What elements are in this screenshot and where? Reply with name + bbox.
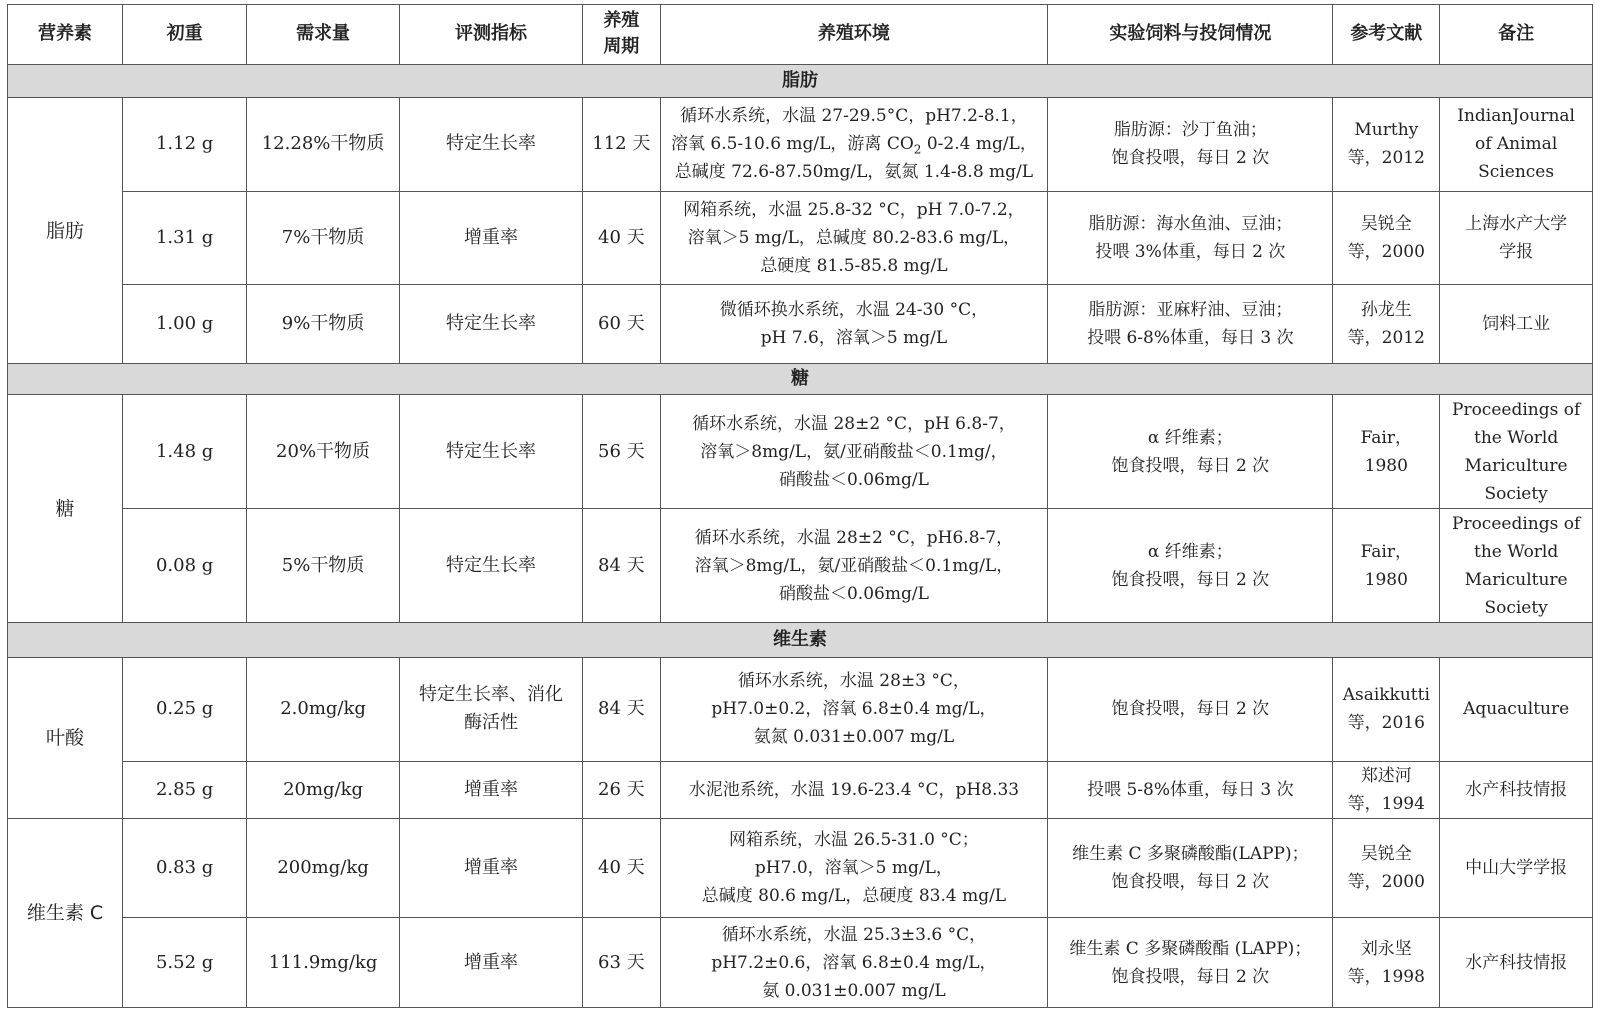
- note-cell: 饲料工业: [1440, 285, 1593, 364]
- reference-cell: [1333, 657, 1440, 761]
- table-row: [8, 97, 1593, 191]
- environment-cell: 水泥池系统，水温 19.6-23.4 °C，pH8.33: [660, 761, 1048, 819]
- header-weight: 初重: [123, 5, 247, 65]
- feed-line: 脂肪源：海水鱼油、豆油；: [1088, 214, 1293, 235]
- ref-line: 等，1998: [1347, 966, 1425, 987]
- feed-line: 维生素 C 多聚磷酸酯(LAPP)；: [1072, 844, 1309, 865]
- requirement-cell: 12.28%干物质: [247, 97, 400, 191]
- feed-line: 维生素 C 多聚磷酸酯 (LAPP)；: [1069, 938, 1312, 959]
- header-period-line2: 周期: [603, 36, 640, 58]
- env-line: pH 7.6，溶氧＞5 mg/L: [760, 328, 948, 349]
- environment-cell: [660, 191, 1048, 285]
- header-indicator: 评测指标: [399, 5, 582, 65]
- note-line: the World: [1474, 427, 1559, 448]
- note-line: Proceedings of: [1452, 513, 1581, 534]
- indicator-cell: 增重率: [399, 918, 582, 1008]
- env-line: 总硬度 81.5-85.8 mg/L: [760, 256, 948, 277]
- ref-line: 等，2000: [1347, 242, 1425, 263]
- period-cell: 40 天: [583, 191, 660, 285]
- feed-line: 投喂 3%体重，每日 2 次: [1095, 242, 1286, 263]
- indicator-line: 酶活性: [464, 712, 519, 734]
- header-requirement: 需求量: [247, 5, 400, 65]
- feed-cell: [1048, 395, 1333, 509]
- note-line: 上海水产大学: [1465, 214, 1568, 235]
- table-row: [8, 191, 1593, 285]
- env-line: 总碱度 80.6 mg/L，总硬度 83.4 mg/L: [701, 886, 1007, 907]
- table-row: [8, 657, 1593, 761]
- env-line: 循环水系统，水温 28±2 °C，pH 6.8-7，: [692, 413, 1016, 434]
- period-cell: 56 天: [583, 395, 660, 509]
- env-line: 硝酸盐＜0.06mg/L: [778, 469, 929, 490]
- environment-cell: [660, 657, 1048, 761]
- feed-line: 饱食投喂，每日 2 次: [1111, 148, 1270, 169]
- ref-line: 等，2012: [1347, 328, 1425, 349]
- env-line: 网箱系统，水温 25.8-32 °C，pH 7.0-7.2，: [683, 200, 1025, 221]
- note-line: Proceedings of: [1452, 399, 1581, 420]
- section-row-fat: [8, 64, 1593, 97]
- weight-cell: 0.83 g: [123, 819, 247, 918]
- nutrient-requirement-table: [7, 4, 1593, 1008]
- header-row: [8, 5, 1593, 65]
- ref-line: 等，2000: [1347, 872, 1425, 893]
- env-text: 溶氧 6.5-10.6 mg/L，游离 CO: [670, 134, 914, 155]
- ref-line: 等，2016: [1347, 713, 1425, 734]
- feed-line: 饱食投喂，每日 2 次: [1111, 966, 1270, 987]
- ref-line: 吴锐全: [1360, 214, 1412, 235]
- period-cell: 60 天: [583, 285, 660, 364]
- requirement-cell: 5%干物质: [247, 509, 400, 623]
- feed-line: 脂肪源：亚麻籽油、豆油；: [1088, 300, 1293, 321]
- requirement-cell: 9%干物质: [247, 285, 400, 364]
- indicator-cell: 特定生长率: [399, 97, 582, 191]
- ref-line: Fair，: [1360, 427, 1412, 448]
- reference-cell: [1333, 761, 1440, 819]
- environment-cell: [660, 509, 1048, 623]
- table-row: [8, 918, 1593, 1008]
- note-cell: 水产科技情报: [1440, 761, 1593, 819]
- note-line: of Animal: [1474, 134, 1558, 155]
- env-line: 硝酸盐＜0.06mg/L: [778, 583, 929, 604]
- feed-cell: 饱食投喂，每日 2 次: [1048, 657, 1333, 761]
- header-nutrient: 营养素: [8, 5, 123, 65]
- environment-cell: [660, 97, 1048, 191]
- reference-cell: [1333, 509, 1440, 623]
- requirement-cell: 2.0mg/kg: [247, 657, 400, 761]
- requirement-cell: 7%干物质: [247, 191, 400, 285]
- period-cell: 84 天: [583, 657, 660, 761]
- feed-line: α 纤维素；: [1147, 541, 1233, 562]
- env-line: 溶氧＞8mg/L，氨/亚硝酸盐＜0.1mg/L，: [694, 555, 1014, 576]
- period-cell: 40 天: [583, 819, 660, 918]
- header-note: 备注: [1440, 5, 1593, 65]
- env-line: 微循环换水系统，水温 24-30 °C，: [719, 300, 989, 321]
- note-line: 学报: [1499, 242, 1534, 263]
- header-reference: 参考文献: [1333, 5, 1440, 65]
- requirement-cell: 20mg/kg: [247, 761, 400, 819]
- ref-line: 等，1994: [1347, 793, 1425, 814]
- ref-line: 刘永坚: [1360, 938, 1412, 959]
- nutrient-cell: 叶酸: [8, 657, 123, 818]
- feed-line: 饱食投喂，每日 2 次: [1111, 872, 1270, 893]
- note-cell: 中山大学学报: [1440, 819, 1593, 918]
- environment-cell: [660, 918, 1048, 1008]
- env-line: pH7.2±0.6，溶氧 6.8±0.4 mg/L，: [711, 952, 997, 973]
- table-row: [8, 761, 1593, 819]
- ref-line: 1980: [1364, 455, 1408, 476]
- env-line: 总碱度 72.6-87.50mg/L，氨氮 1.4-8.8 mg/L: [674, 162, 1034, 183]
- period-cell: 63 天: [583, 918, 660, 1008]
- ref-line: Asaikkutti: [1342, 685, 1430, 706]
- reference-cell: [1333, 285, 1440, 364]
- feed-cell: [1048, 191, 1333, 285]
- feed-cell: [1048, 509, 1333, 623]
- co2-subscript: 2: [913, 142, 922, 157]
- note-cell: 水产科技情报: [1440, 918, 1593, 1008]
- feed-cell: 投喂 5-8%体重，每日 3 次: [1048, 761, 1333, 819]
- note-line: Society: [1484, 483, 1548, 504]
- env-line: pH7.0±0.2，溶氧 6.8±0.4 mg/L，: [711, 699, 997, 720]
- ref-line: 等，2012: [1347, 148, 1425, 169]
- indicator-cell: 增重率: [399, 761, 582, 819]
- environment-cell: [660, 819, 1048, 918]
- feed-cell: [1048, 285, 1333, 364]
- weight-cell: 2.85 g: [123, 761, 247, 819]
- note-line: Sciences: [1478, 162, 1555, 183]
- ref-line: 郑述河: [1360, 765, 1412, 786]
- period-cell: 84 天: [583, 509, 660, 623]
- note-cell: [1440, 97, 1593, 191]
- env-line: 氨氮 0.031±0.007 mg/L: [753, 727, 955, 748]
- env-line: 循环水系统，水温 27-29.5°C，pH7.2-8.1，: [680, 106, 1028, 127]
- weight-cell: 1.00 g: [123, 285, 247, 364]
- period-cell: 26 天: [583, 761, 660, 819]
- feed-line: 投喂 6-8%体重，每日 3 次: [1087, 328, 1294, 349]
- table-row: [8, 285, 1593, 364]
- indicator-cell: [399, 657, 582, 761]
- environment-cell: [660, 395, 1048, 509]
- indicator-cell: 特定生长率: [399, 285, 582, 364]
- nutrient-cell: 糖: [8, 395, 123, 623]
- env-text: 0-2.4 mg/L，: [921, 134, 1037, 155]
- nutrient-cell: 维生素 C: [8, 819, 123, 1008]
- reference-cell: [1333, 97, 1440, 191]
- nutrient-cell: 脂肪: [8, 97, 123, 363]
- weight-cell: 1.31 g: [123, 191, 247, 285]
- header-period-line1: 养殖: [603, 10, 640, 32]
- header-period: [583, 5, 660, 65]
- section-title: 糖: [8, 364, 1593, 395]
- indicator-line: 特定生长率、消化: [419, 684, 564, 706]
- table-row: [8, 395, 1593, 509]
- note-line: Mariculture: [1464, 569, 1568, 590]
- feed-line: 脂肪源：沙丁鱼油；: [1113, 120, 1267, 141]
- ref-line: Murthy: [1354, 120, 1419, 141]
- indicator-cell: 特定生长率: [399, 509, 582, 623]
- env-line: [667, 130, 1042, 158]
- feed-line: α 纤维素；: [1147, 427, 1233, 448]
- table-row: [8, 819, 1593, 918]
- environment-cell: [660, 285, 1048, 364]
- reference-cell: [1333, 191, 1440, 285]
- requirement-cell: 200mg/kg: [247, 819, 400, 918]
- indicator-cell: 增重率: [399, 191, 582, 285]
- reference-cell: [1333, 819, 1440, 918]
- note-line: Mariculture: [1464, 455, 1568, 476]
- indicator-cell: 增重率: [399, 819, 582, 918]
- ref-line: 1980: [1364, 569, 1408, 590]
- weight-cell: 0.08 g: [123, 509, 247, 623]
- ref-line: 吴锐全: [1360, 844, 1412, 865]
- feed-line: 饱食投喂，每日 2 次: [1111, 569, 1270, 590]
- table-row: [8, 509, 1593, 623]
- env-line: 溶氧＞8mg/L，氨/亚硝酸盐＜0.1mg/，: [700, 441, 1008, 462]
- header-environment: 养殖环境: [660, 5, 1048, 65]
- ref-line: 孙龙生: [1360, 300, 1412, 321]
- note-cell: Aquaculture: [1440, 657, 1593, 761]
- note-line: Society: [1484, 597, 1548, 618]
- section-row-sugar: [8, 364, 1593, 395]
- env-line: 循环水系统，水温 28±2 °C，pH6.8-7，: [694, 527, 1014, 548]
- requirement-cell: 111.9mg/kg: [247, 918, 400, 1008]
- header-feed: 实验饲料与投饲情况: [1048, 5, 1333, 65]
- reference-cell: [1333, 395, 1440, 509]
- section-title: 维生素: [8, 623, 1593, 657]
- env-line: 循环水系统，水温 28±3 °C，: [737, 671, 970, 692]
- env-line: 循环水系统，水温 25.3±3.6 °C，: [721, 924, 987, 945]
- feed-cell: [1048, 918, 1333, 1008]
- note-cell: [1440, 191, 1593, 285]
- reference-cell: [1333, 918, 1440, 1008]
- feed-cell: [1048, 819, 1333, 918]
- env-line: 溶氧＞5 mg/L，总碱度 80.2-83.6 mg/L，: [687, 228, 1021, 249]
- weight-cell: 1.48 g: [123, 395, 247, 509]
- note-line: IndianJournal: [1457, 106, 1575, 127]
- env-line: pH7.0，溶氧＞5 mg/L，: [754, 858, 953, 879]
- feed-cell: [1048, 97, 1333, 191]
- note-line: the World: [1474, 541, 1559, 562]
- indicator-cell: 特定生长率: [399, 395, 582, 509]
- section-row-vitamin: [8, 623, 1593, 657]
- requirement-cell: 20%干物质: [247, 395, 400, 509]
- feed-line: 饱食投喂，每日 2 次: [1111, 455, 1270, 476]
- note-cell: [1440, 395, 1593, 509]
- env-line: 网箱系统，水温 26.5-31.0 °C；: [729, 830, 979, 851]
- weight-cell: 5.52 g: [123, 918, 247, 1008]
- weight-cell: 1.12 g: [123, 97, 247, 191]
- env-line: 氨 0.031±0.007 mg/L: [762, 980, 946, 1001]
- section-title: 脂肪: [8, 64, 1593, 97]
- ref-line: Fair，: [1360, 541, 1412, 562]
- period-cell: 112 天: [583, 97, 660, 191]
- weight-cell: 0.25 g: [123, 657, 247, 761]
- note-cell: [1440, 509, 1593, 623]
